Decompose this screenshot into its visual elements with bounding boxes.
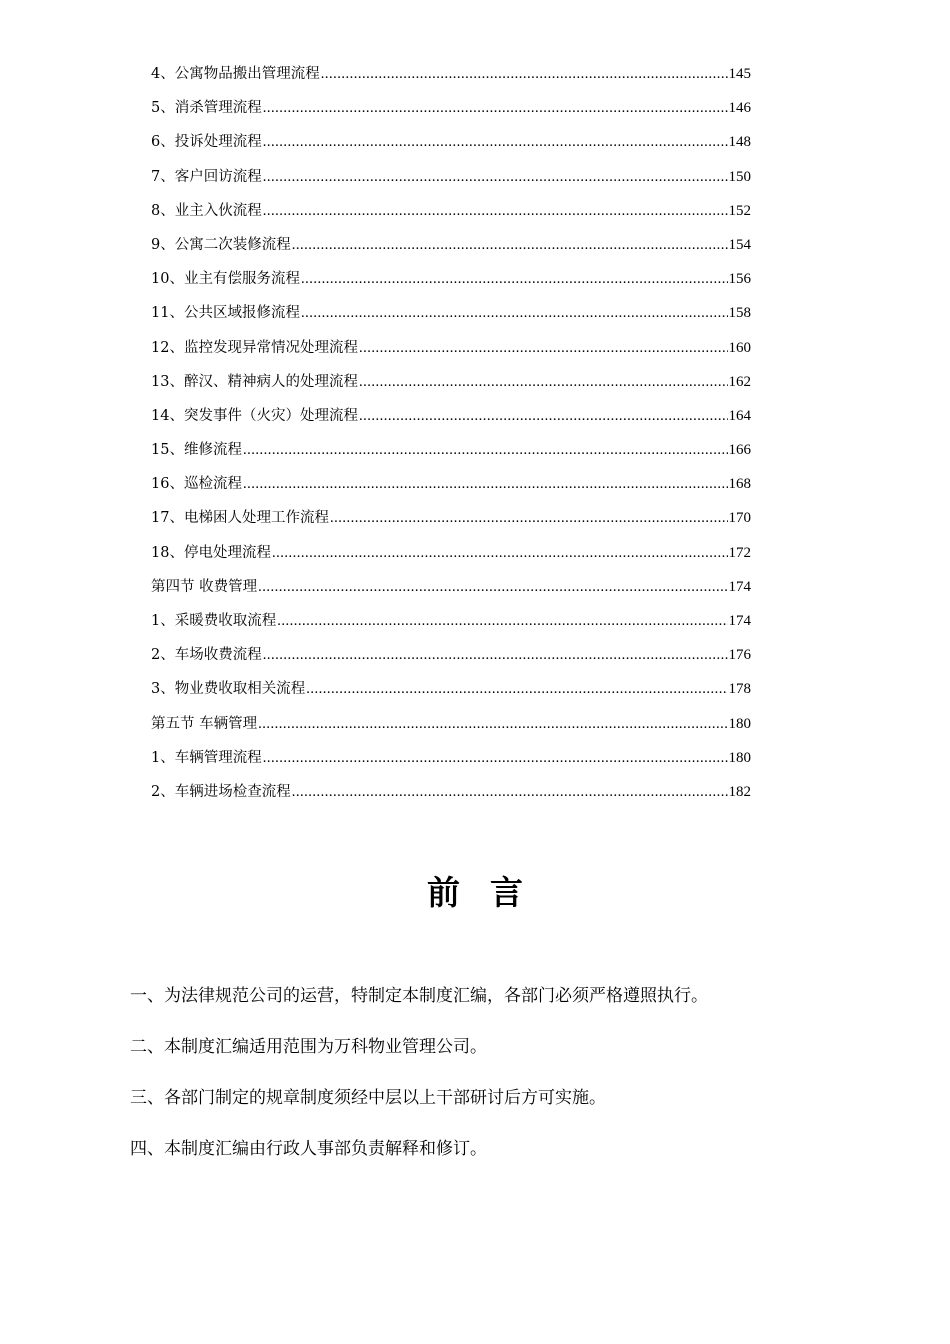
toc-leader-dots	[321, 64, 728, 84]
toc-entry-title: 8、业主入伙流程	[151, 202, 262, 219]
toc-entry[interactable]	[151, 64, 751, 98]
toc-leader-dots	[292, 235, 728, 255]
toc-entry-page: 164	[728, 407, 751, 424]
toc-entry-page: 168	[728, 476, 751, 493]
toc-entry-title: 5、消杀管理流程	[151, 100, 262, 117]
toc-entry[interactable]	[151, 269, 751, 303]
toc-entry[interactable]	[151, 474, 751, 508]
toc-entry[interactable]	[151, 679, 751, 713]
toc-entry-page: 178	[728, 681, 751, 698]
toc-entry-title: 12、监控发现异常情况处理流程	[151, 339, 358, 356]
toc-entry-page: 156	[728, 271, 751, 288]
toc-entry[interactable]	[151, 201, 751, 235]
toc-leader-dots	[263, 167, 728, 187]
toc-leader-dots	[306, 679, 727, 699]
toc-entry-title: 3、物业费收取相关流程	[151, 681, 306, 698]
toc-entry-title: 6、投诉处理流程	[151, 134, 262, 151]
toc-entry[interactable]	[151, 372, 751, 406]
toc-entry-page: 166	[728, 442, 751, 459]
toc-entry[interactable]	[151, 611, 751, 645]
preface-body	[130, 982, 830, 1186]
toc-entry-title: 13、醉汉、精神病人的处理流程	[151, 373, 358, 390]
toc-entry[interactable]	[151, 748, 751, 782]
preface-paragraph: 三、各部门制定的规章制度须经中层以上干部研讨后方可实施。	[130, 1088, 606, 1108]
toc-entry[interactable]	[151, 132, 751, 166]
toc-entry[interactable]	[151, 303, 751, 337]
toc-leader-dots	[263, 748, 728, 768]
toc-entry-title: 1、车辆管理流程	[151, 749, 262, 766]
toc-leader-dots	[301, 269, 728, 289]
toc-entry-title: 10、业主有偿服务流程	[151, 271, 300, 288]
toc-entry-title: 2、车场收费流程	[151, 647, 262, 664]
toc-entry-page: 152	[728, 202, 751, 219]
toc-entry-title: 7、客户回访流程	[151, 168, 262, 185]
toc-leader-dots	[258, 577, 727, 597]
toc-leader-dots	[263, 132, 728, 152]
toc-entry-page: 180	[728, 715, 751, 732]
toc-entry-page: 174	[728, 613, 751, 629]
toc-entry[interactable]	[151, 235, 751, 269]
toc-entry-title: 11、公共区域报修流程	[151, 305, 300, 322]
toc-leader-dots	[263, 98, 728, 118]
toc-leader-dots	[277, 611, 727, 631]
preface-heading: 前言	[427, 873, 553, 912]
toc-entry-page: 182	[728, 783, 751, 800]
toc-entry-title: 9、公寓二次装修流程	[151, 236, 291, 253]
toc-entry[interactable]	[151, 645, 751, 679]
toc-entry-page: 160	[728, 339, 751, 356]
preface-paragraph: 四、本制度汇编由行政人事部负责解释和修订。	[130, 1139, 487, 1159]
toc-entry-page: 176	[728, 647, 751, 664]
toc-entry-page: 148	[728, 134, 751, 151]
toc-section-heading[interactable]	[151, 577, 751, 611]
toc-entry-page: 174	[728, 578, 751, 595]
toc-entry-page: 162	[728, 373, 751, 390]
toc-entry-title: 18、停电处理流程	[151, 544, 271, 561]
toc-entry-title: 17、电梯困人处理工作流程	[151, 510, 329, 527]
toc-leader-dots	[292, 782, 728, 802]
toc-leader-dots	[359, 372, 728, 392]
toc-entry-title: 2、车辆进场检查流程	[151, 783, 291, 800]
toc-entry-page: 145	[728, 66, 751, 82]
preface-paragraph: 二、本制度汇编适用范围为万科物业管理公司。	[130, 1037, 487, 1057]
toc-entry-page: 146	[728, 100, 751, 117]
toc-entry-title: 1、采暖费收取流程	[151, 613, 277, 629]
toc-entry[interactable]	[151, 167, 751, 201]
toc-entry[interactable]	[151, 406, 751, 440]
toc-entry[interactable]	[151, 543, 751, 577]
toc-entry-page: 170	[728, 510, 751, 527]
toc-leader-dots	[272, 543, 728, 563]
toc-entry-title: 16、巡检流程	[151, 476, 242, 493]
toc-entry-page: 180	[728, 749, 751, 766]
toc-entry-page: 154	[728, 236, 751, 253]
toc-entry-title: 第四节 收费管理	[151, 578, 258, 595]
toc-section-heading[interactable]	[151, 714, 751, 748]
toc-leader-dots	[263, 201, 728, 221]
toc-entry-page: 158	[728, 305, 751, 322]
toc-entry-title: 第五节 车辆管理	[151, 715, 258, 732]
toc-entry[interactable]	[151, 98, 751, 132]
toc-entry-title: 15、维修流程	[151, 442, 242, 459]
toc-entry-page: 172	[728, 544, 751, 561]
toc-entry[interactable]	[151, 782, 751, 816]
toc-leader-dots	[243, 440, 728, 460]
toc-leader-dots	[263, 645, 728, 665]
toc-leader-dots	[330, 508, 728, 528]
toc-entry-page: 150	[728, 168, 751, 185]
toc-entry[interactable]	[151, 508, 751, 542]
toc-entry-title: 14、突发事件（火灾）处理流程	[151, 407, 358, 424]
toc-entry[interactable]	[151, 338, 751, 372]
toc-entry-title: 4、公寓物品搬出管理流程	[151, 66, 320, 82]
table-of-contents	[151, 64, 751, 816]
toc-leader-dots	[258, 714, 727, 734]
toc-leader-dots	[359, 338, 728, 358]
preface-paragraph: 一、为法律规范公司的运营，特制定本制度汇编，各部门必须严格遵照执行。	[130, 986, 708, 1006]
toc-entry[interactable]	[151, 440, 751, 474]
toc-leader-dots	[243, 474, 728, 494]
toc-leader-dots	[301, 303, 728, 323]
toc-leader-dots	[359, 406, 728, 426]
